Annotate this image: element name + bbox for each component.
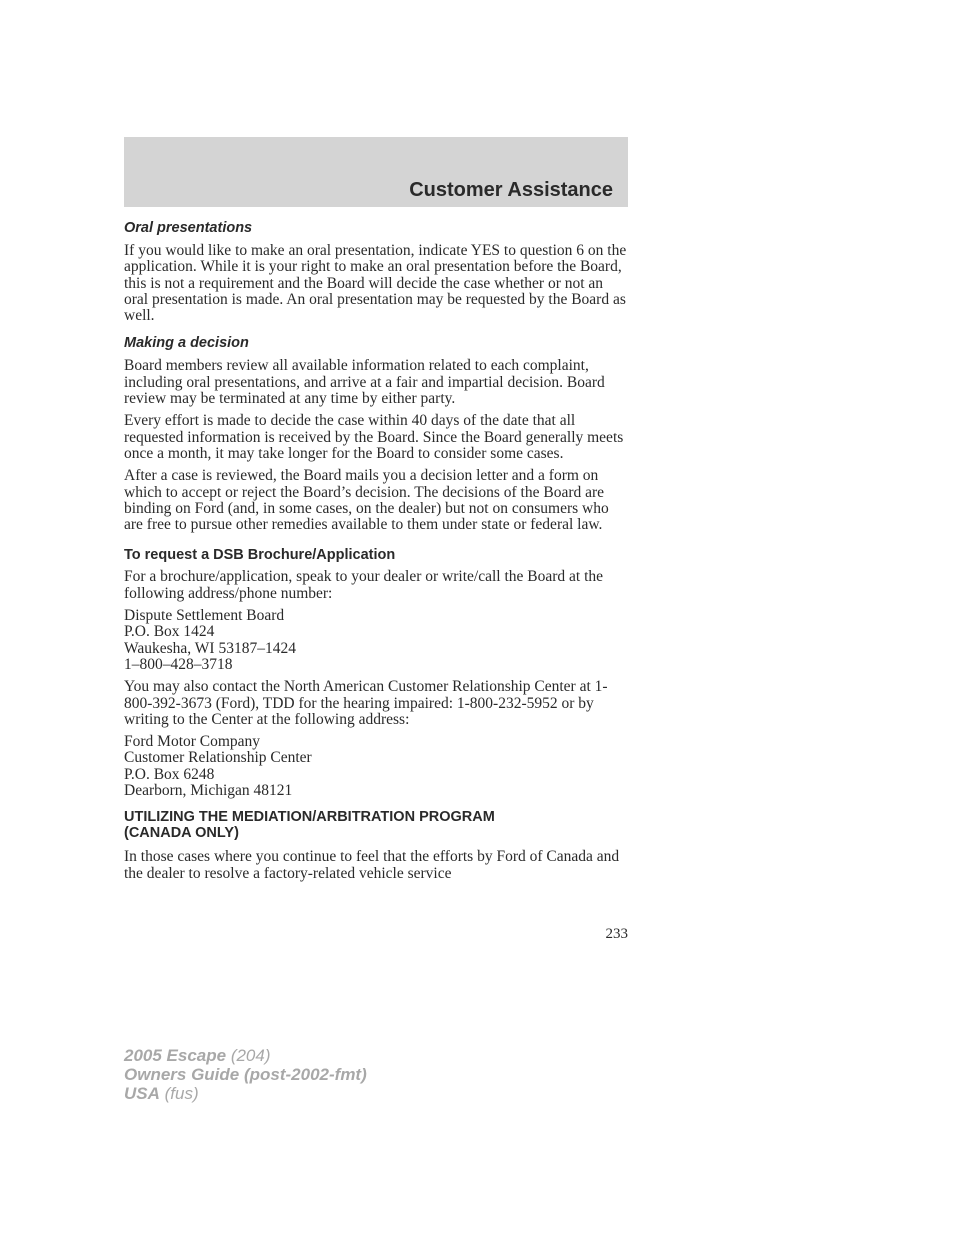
heading-line: (CANADA ONLY) [124, 825, 239, 842]
footer-model: 2005 Escape [124, 1046, 227, 1065]
footer-market: USA [124, 1084, 160, 1103]
footer-model-code: (204) [226, 1046, 271, 1065]
heading-line: UTILIZING THE MEDIATION/ARBITRATION PROGRAM [124, 809, 495, 826]
main-content [124, 219, 628, 888]
decision-paragraph-2: Every effort is made to decide the case within 40 days of the date that all requested information is received by the Board. Since the Board generally meets once a month, it may take longer for the Board to consider some cases. [124, 412, 624, 462]
phone-line: 1–800–428–3718 [124, 655, 233, 673]
decision-paragraph-1: Board members review all available information related to each complaint, including oral presentations, and arrive at a fair and impartial decision. Board review may be terminated at any time by either party. [124, 357, 605, 408]
footer-line-1 [124, 1046, 367, 1065]
footer-market-code: (fus) [159, 1084, 199, 1103]
address-line: Dearborn, Michigan 48121 [124, 782, 293, 800]
mediation-paragraph: In those cases where you continue to feel that the efforts by Ford of Canada and the dealer to resolve a factory-related vehicle service [124, 848, 620, 882]
heading-oral-presentations: Oral presentations [124, 220, 253, 236]
footer-guide: Owners Guide (post-2002-fmt) [124, 1065, 367, 1084]
address-line: Ford Motor Company [124, 733, 261, 751]
heading-request-brochure: To request a DSB Brochure/Application [124, 547, 396, 564]
header-bar [124, 137, 628, 207]
address-line: P.O. Box 1424 [124, 623, 215, 641]
address-line: Dispute Settlement Board [124, 607, 285, 625]
footer-line-2 [124, 1065, 367, 1084]
address-line: P.O. Box 6248 [124, 765, 215, 783]
address-line: Customer Relationship Center [124, 749, 312, 767]
page-title: Customer Assistance [409, 179, 613, 201]
ford-address [124, 734, 628, 799]
address-line: Waukesha, WI 53187–1424 [124, 639, 296, 657]
decision-paragraph-3: After a case is reviewed, the Board mails you a decision letter and a form on which to accept or reject the Board’s decision. The decisions of the Board are binding on Ford (and, in some cases, on the dealer) but not on consumers who are free to pursue other remedies available to them under state or federal law. [124, 467, 609, 534]
heading-making-a-decision: Making a decision [124, 335, 249, 352]
dsb-address [124, 608, 628, 673]
brochure-paragraph-1: For a brochure/application, speak to your dealer or write/call the Board at the following address/phone number: [124, 568, 604, 602]
heading-mediation-program [124, 809, 628, 841]
footer-line-3 [124, 1084, 367, 1103]
oral-presentations-paragraph: If you would like to make an oral presentation, indicate YES to question 6 on the application. While it is your right to make an oral presentation before the Board, this is not a requirement and the Board will decide the case whether or not an oral presentation is made. An oral presentation may be requested by the Board as well. [124, 242, 627, 325]
page-number: 233 [605, 926, 628, 942]
brochure-paragraph-2: You may also contact the North American Customer Relationship Center at 1-800-392-3673 (Ford), TDD for the hearing impaired: 1-800-232-5952 or by writing to the Center at the following address: [124, 678, 608, 728]
footer [124, 1046, 367, 1103]
